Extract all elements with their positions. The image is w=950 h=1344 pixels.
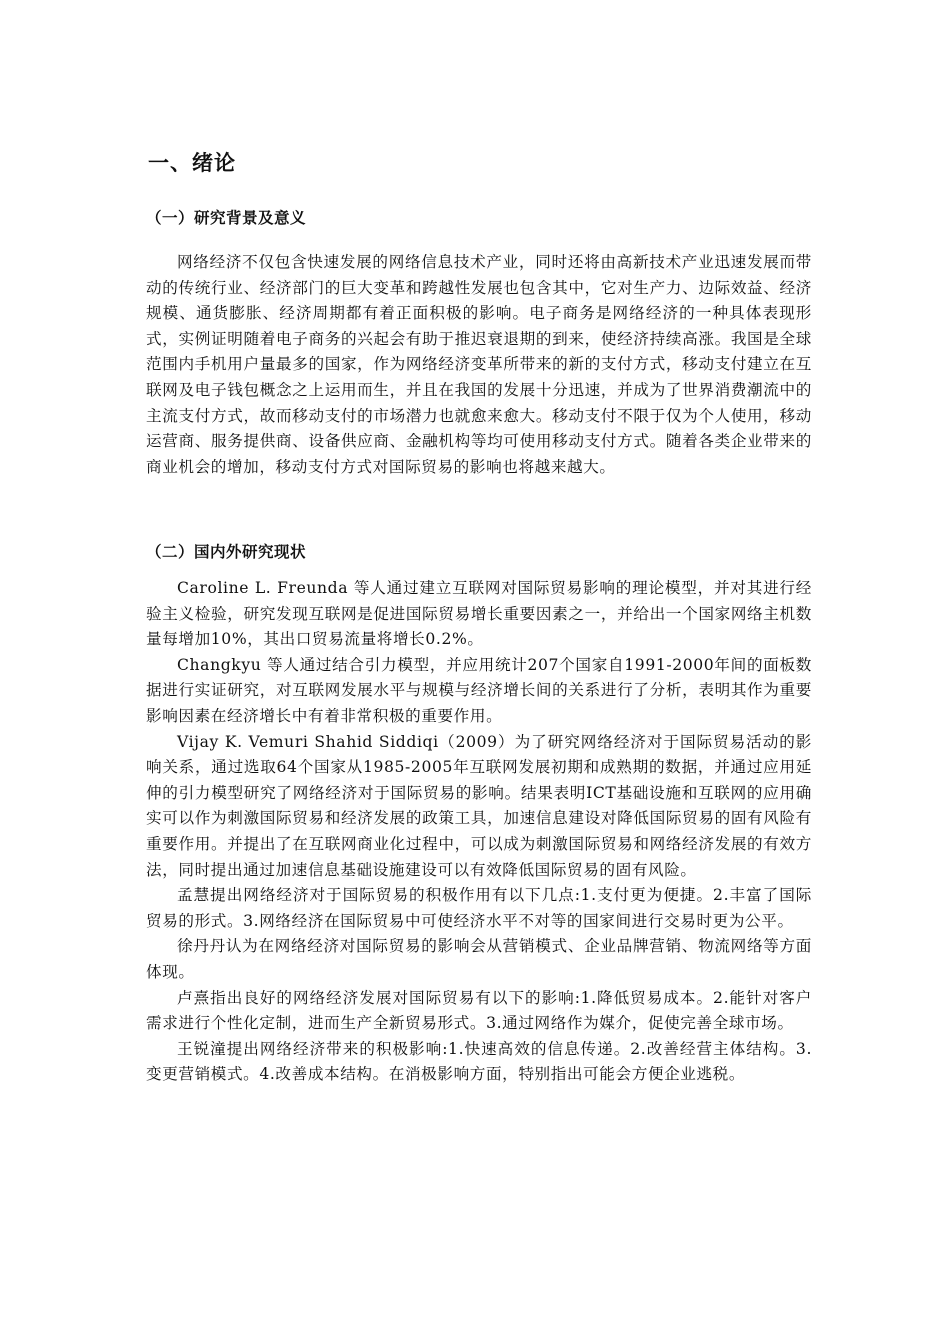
chapter-title: 一、绪论 <box>148 151 236 175</box>
section-body-background <box>146 250 812 480</box>
paragraph: Changkyu 等人通过结合引力模型，并应用统计207个国家自1991-2000年间的面板数据进行实证研究，对互联网发展水平与规模与经济增长间的关系进行了分析，表明其作为重要影响因素在经济增长中有着非常积极的重要作用。 <box>146 655 812 725</box>
paragraph: 孟慧提出网络经济对于国际贸易的积极作用有以下几点:1.支付更为便捷。2.丰富了国际贸易的形式。3.网络经济在国际贸易中可使经济水平不对等的国家间进行交易时更为公平。 <box>146 886 812 930</box>
paragraph: Caroline L. Freunda 等人通过建立互联网对国际贸易影响的理论模型，并对其进行经验主义检验，研究发现互联网是促进国际贸易增长重要因素之一，并给出一个国家网络主机数量每增加10%，其出口贸易流量将增长0.2%。 <box>146 579 812 649</box>
section-title-background: （一）研究背景及意义 <box>146 209 307 227</box>
paragraph: 徐丹丹认为在网络经济对国际贸易的影响会从营销模式、企业品牌营销、物流网络等方面体现。 <box>146 937 812 981</box>
section-title-research-status: （二）国内外研究现状 <box>146 543 307 561</box>
paragraph: 卢熹指出良好的网络经济发展对国际贸易有以下的影响:1.降低贸易成本。2.能针对客户需求进行个性化定制，进而生产全新贸易形式。3.通过网络作为媒介，促使完善全球市场。 <box>146 988 812 1033</box>
paragraph: Vijay K. Vemuri Shahid Siddiqi（2009）为了研究网络经济对于国际贸易活动的影响关系，通过选取64个国家从1985-2005年互联网发展初期和成熟期的数据，并通过应用延伸的引力模型研究了网络经济对于国际贸易的影响。结果表明ICT基础设施和互联网的应用确实可以作为刺激国际贸易和经济发展的政策工具，加速信息建设对降低国际贸易的固有风险有重要作用。并提出了在互联网商业化过程中，可以成为刺激国际贸易和网络经济发展的有效方法，同时提出通过加速信息基础设施建设可以有效降低国际贸易的固有风险。 <box>146 732 812 879</box>
paragraph: 网络经济不仅包含快速发展的网络信息技术产业，同时还将由高新技术产业迅速发展而带动的传统行业、经济部门的巨大变革和跨越性发展也包含其中，它对生产力、边际效益、经济规模、通货膨胀、经济周期都有着正面积极的影响。电子商务是网络经济的一种具体表现形式，实例证明随着电子商务的兴起会有助于推迟衰退期的到来，使经济持续高涨。我国是全球范围内手机用户量最多的国家，作为网络经济变革所带来的新的支付方式，移动支付建立在互联网及电子钱包概念之上运用而生，并且在我国的发展十分迅速，并成为了世界消费潮流中的主流支付方式，故而移动支付的市场潜力也就愈来愈大。移动支付不限于仅为个人使用，移动运营商、服务提供商、设备供应商、金融机构等均可使用移动支付方式。随着各类企业带来的商业机会的增加，移动支付方式对国际贸易的影响也将越来越大。 <box>146 253 812 476</box>
paragraph: 王锐潼提出网络经济带来的积极影响:1.快速高效的信息传递。2.改善经营主体结构。3.变更营销模式。4.改善成本结构。在消极影响方面，特别指出可能会方便企业逃税。 <box>146 1039 812 1084</box>
section-body-research-status <box>146 576 812 1088</box>
